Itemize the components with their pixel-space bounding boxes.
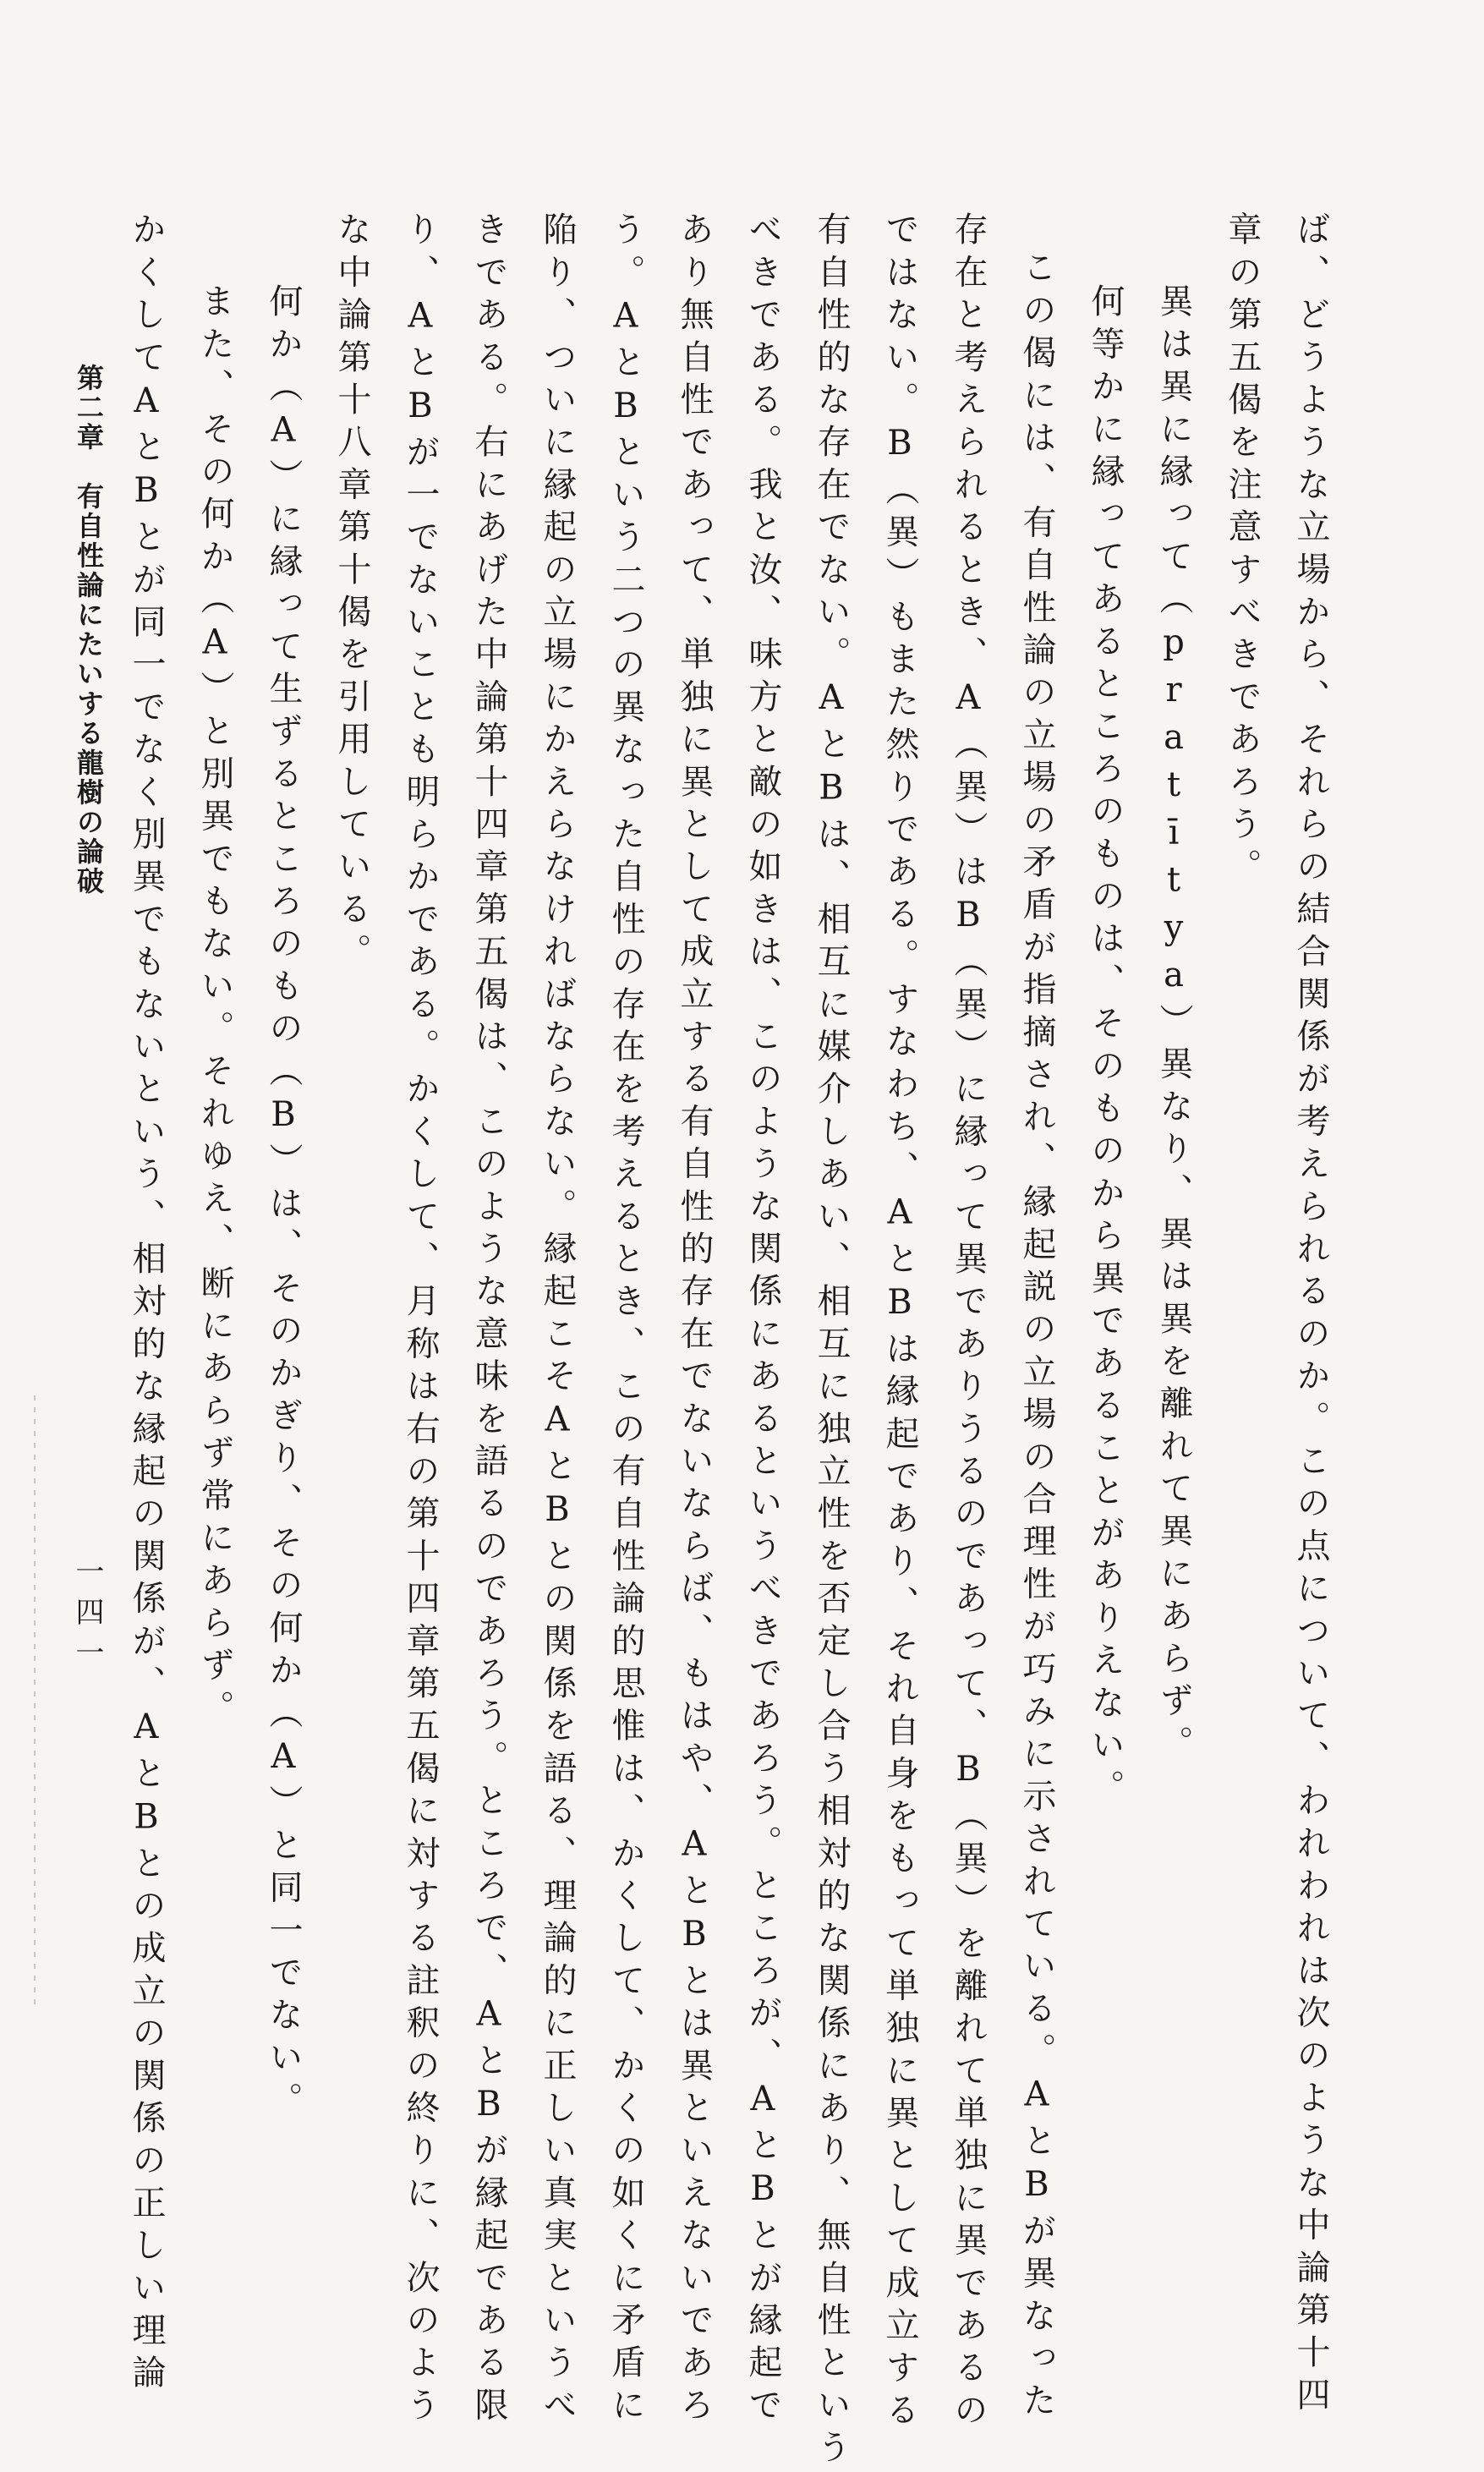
text-column: ではない。B（異）もまた然りである。すなわち、AとBは縁起であり、それ自身をもって単独に異として成立する [880, 211, 919, 2435]
text-column: 有自性的な存在でない。AとBは、相互に媒介しあい、相互に独立性を否定し合う相対的な関係にあり、無自性という [812, 211, 851, 2472]
text-column: 存在と考えられるとき、A（異）はB（異）に縁って異でありうるのであって、B（異）を離れて単独に異であるの [949, 211, 988, 2435]
text-column: う。AとBという二つの異なった自性の存在を考えるとき、この有自性論的思惟は、かくして、かくの如くに矛盾に [606, 211, 645, 2430]
text-column: な中論第十八章第十偈を引用している。 [332, 211, 371, 976]
text-column: きである。右にあげた中論第十四章第五偈は、このような意味を語るのであろう。ところで、AとBが縁起である限 [469, 211, 508, 2430]
text-column: ば、どうような立場から、それらの結合関係が考えられるのか。この点について、われわれは次のような中論第十四 [1291, 211, 1330, 2420]
text-column: 陥り、ついに縁起の立場にかえらなければならない。縁起こそAとBとの関係を語る、理論的に正しい真実というべ [538, 211, 577, 2430]
quoted-verse-column: また、その何か（A）と別異でもない。それゆえ、断にあらず常にあらず。 [195, 283, 234, 1732]
text-column: あり無自性であって、単独に異として成立する有自性的存在でないならば、もはや、AとBとは異といえないであろ [675, 211, 714, 2430]
text-column: べきである。我と汝、味方と敵の如きは、このような関係にあるというべきであろう。ところが、AとBとが縁起で [743, 211, 782, 2430]
text-column: かくしてAとBとが同一でなく別異でもないという、相対的な縁起の関係が、AとBとの成立の関係の正しい理論 [127, 211, 166, 2398]
text-column: この偈には、有自性論の立場の矛盾が指摘され、縁起説の立場の合理性が巧みに示されている。AとBが異なった [1017, 249, 1056, 2425]
quoted-verse-column: 何等かに縁ってあるところのものは、そのものから異であることがありえない。 [1086, 283, 1125, 1812]
scan-edge-shadow [34, 1395, 36, 2004]
text-column: 章の第五偈を注意すべきであろう。 [1223, 211, 1262, 891]
quoted-verse-column: 何か（A）に縁って生ずるところのもの（B）は、そのかぎり、その何か（A）と同一でない。 [264, 283, 303, 2124]
page-number: 一四一 [70, 1556, 104, 1678]
running-header: 第二章 有自性論にたいする龍樹の論破 [73, 364, 105, 896]
quoted-verse-column: 異は異に縁って（pratītya）異なり、異は異を離れて異にあらず。 [1154, 283, 1193, 1768]
text-column: り、AとBが一でないことも明らかである。かくして、月称は右の第十四章第五偈に対する註釈の終りに、次のよう [401, 211, 440, 2430]
